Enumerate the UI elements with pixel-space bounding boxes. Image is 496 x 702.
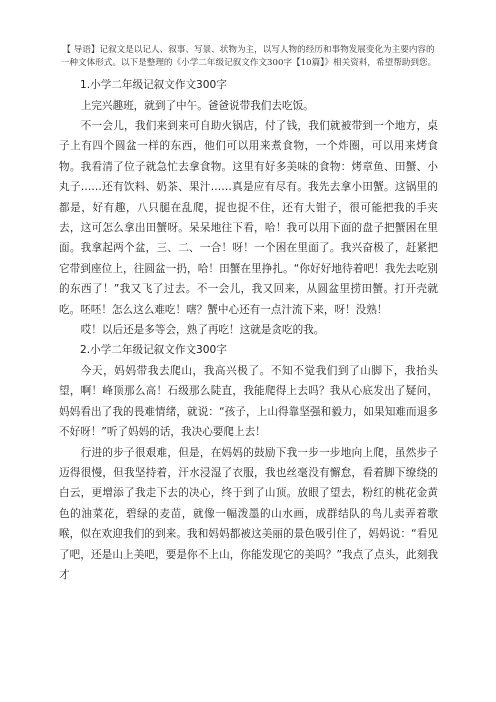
essay-1-paragraph-3: 哎！以后还是多等会，熟了再吃！这就是贪吃的我。 <box>80 324 325 337</box>
essay-1-paragraph-2: 不一会儿，我们来到来可自助火锅店，付了钱，我们就被带到一个地方，桌子上有四个圆盆一样的东西，他们可以用来煮食物，一个炸圈，可以用来烤食物。我看清了位子就急忙去拿食物。这里有好多美味的食物：烤章鱼、田蟹、小丸子……还有饮料、奶茶、果汁……真是应有尽有。我先去拿小田蟹。这锅里的都是，好有趣，八只腿在乱爬，捉也捉不住，还有大钳子，很可能把我的手夹去，这可怎么拿出田蟹呀。呆呆地往下看，哈！我可以用下面的盘子把蟹困在里面。我拿起两个盆，三、二、一合！呀！一个困在里面了。我兴奋极了，赶紧把它带到座位上，往圆盆一扔，哈！田蟹在里挣扎。“你好好地待着吧！我先去吃别的东西了！”我又飞了过去。不一会儿，我又回来，从圆盆里捞田蟹。打开壳就吃。呸呸！怎么这么难吃！嗐？蟹中心还有一点汁流下来，呀！没熟！ <box>59 120 438 316</box>
essay-1-paragraph-1: 上完兴趣班，就到了中午。爸爸说带我们去吃饭。 <box>80 99 314 112</box>
essay-2-paragraph-2: 行进的步子很艰难，但是，在妈妈的鼓励下我一步一步地向上爬，虽然步子迈得很慢，但我坚持着，汗水浸湿了衣服，我也丝毫没有懈怠，看着脚下缭绕的白云，更增添了我走下去的决心，终于到了山顶。放眼了望去，粉红的桃花金黄色的油菜花，碧绿的麦苗，就像一幅泼墨的山水画，成群结队的鸟儿卖弄着歌喉，似在欢迎我们的到来。我和妈妈都被这美丽的景色吸引住了，妈妈说：“看见了吧，还是山上美吧，要是你不上山，你能发现它的美吗？”我点了点头，此刻我才 <box>59 446 438 581</box>
essay-2-title: 2.小学二年级记叙文作文300字 <box>80 344 227 357</box>
guide-intro: 【 导语】记叙文是以记人、叙事、写景、状物为主，以写人物的经历和事物发展变化为主要内容的一种文体形式。以下是整理的《小学二年级记叙文作文300字【10篇】》相关资料，希望帮助到您。 <box>60 45 437 68</box>
essay-2-paragraph-1: 今天，妈妈带我去爬山，我高兴极了。不知不觉我们到了山脚下，我抬头望，啊！峰顶那么高！石级那么陡直，我能爬得上去吗？我从心底发出了疑问，妈妈看出了我的畏难情绪，就说：“孩子，上山得靠坚强和毅力，如果知难而退多不好呀！”听了妈妈的话，我决心要爬上去！ <box>59 364 438 439</box>
essay-1-title: 1.小学二年级记叙文作文300字 <box>80 79 227 92</box>
essay-body <box>59 75 438 585</box>
